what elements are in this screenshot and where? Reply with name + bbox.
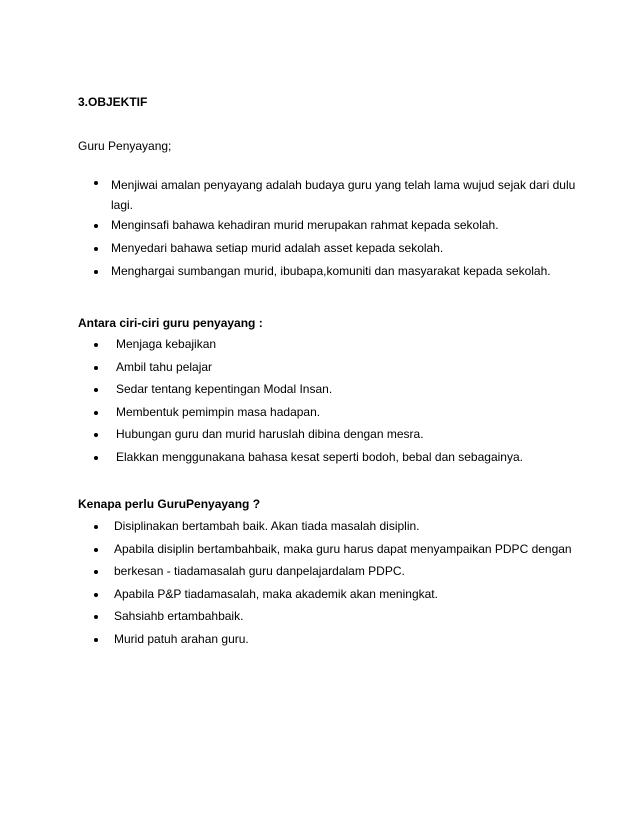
bullet-icon (94, 270, 98, 274)
list-item (0, 450, 523, 473)
objektif-list (0, 178, 581, 287)
list-item-text: Apabila P&P tiadamasalah, maka akademik akan meningkat. (114, 586, 438, 601)
list-item (0, 337, 523, 360)
list-item-text: Menjiwai amalan penyayang adalah budaya guru yang telah lama wujud sejak dari dulu lagi. (111, 178, 576, 212)
list-item-text: Disiplinakan bertambah baik. Akan tiada masalah disiplin. (114, 519, 420, 533)
bullet-icon (94, 224, 98, 228)
list-item-text: berkesan - tiadamasalah guru danpelajardalam PDPC. (114, 564, 405, 578)
bullet-icon (94, 548, 98, 552)
list-item (0, 175, 581, 218)
bullet-icon (94, 343, 98, 347)
bullet-icon (94, 247, 98, 251)
list-item-text: Menginsafi bahawa kehadiran murid merupakan rahmat kepada sekolah. (111, 218, 499, 232)
section-ciri-title: Antara ciri-ciri guru penyayang : (78, 316, 263, 330)
list-item (0, 360, 523, 383)
list-item-text: Ambil tahu pelajar (116, 359, 213, 374)
list-item-text: Membentuk pemimpin masa hadapan. (116, 404, 321, 419)
list-item-text: Sedar tentang kepentingan Modal Insan. (116, 382, 333, 397)
list-item-text: Menghargai sumbangan murid, ibubapa,komuniti dan masyarakat kepada sekolah. (111, 264, 551, 278)
list-item (0, 427, 523, 450)
bullet-icon (94, 570, 98, 574)
list-item (0, 264, 581, 287)
bullet-icon (94, 411, 98, 415)
list-item (0, 519, 572, 542)
list-item-text: Elakkan menggunakana bahasa kesat seperti bodoh, bebal dan sebagainya. (116, 449, 523, 464)
list-item (0, 218, 581, 241)
list-item (0, 587, 572, 610)
list-item-text: Apabila disiplin bertambahbaik, maka guru harus dapat menyampaikan PDPC dengan (114, 541, 572, 556)
list-item-text: Hubungan guru dan murid haruslah dibina dengan mesra. (116, 427, 424, 442)
section-objektif-intro: Guru Penyayang; (78, 139, 172, 153)
list-item (0, 632, 572, 655)
bullet-icon (94, 525, 98, 529)
bullet-icon (94, 366, 98, 370)
list-item (0, 564, 572, 587)
list-item-text: Murid patuh arahan guru. (114, 631, 249, 646)
bullet-icon (94, 181, 98, 185)
list-item (0, 405, 523, 428)
bullet-icon (94, 593, 98, 597)
list-item (0, 382, 523, 405)
list-item-text: Sahsiahb ertambahbaik. (114, 609, 244, 623)
list-item-text: Menyedari bahawa setiap murid adalah asset kepada sekolah. (111, 241, 444, 255)
section-objektif-title: 3.OBJEKTIF (78, 95, 148, 109)
section-kenapa-title: Kenapa perlu GuruPenyayang ? (78, 497, 261, 511)
list-item (0, 609, 572, 632)
ciri-list (0, 337, 523, 473)
list-item-text: Menjaga kebajikan (116, 337, 217, 351)
bullet-icon (94, 456, 98, 460)
bullet-icon (94, 615, 98, 619)
list-item (0, 241, 581, 264)
bullet-icon (94, 638, 98, 642)
list-item (0, 542, 572, 565)
kenapa-list (0, 519, 572, 654)
